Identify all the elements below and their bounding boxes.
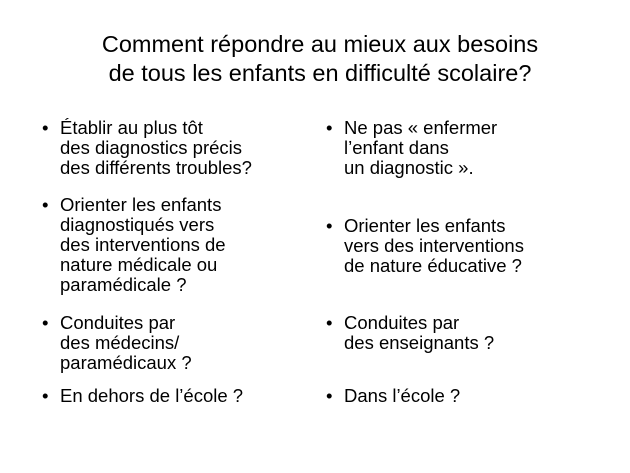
bullet-dot: • [42,117,49,138]
bullet-text-line: des interventions de [60,234,226,255]
bullet-text-line: diagnostiqués vers [60,214,215,235]
bullet-text-line: des médecins/ [60,332,180,353]
bullet-text-line: des diagnostics précis [60,137,243,158]
bullet-text [344,386,460,406]
bullet-text [60,118,252,178]
bullet-text-line: Conduites par [344,312,460,333]
bullet-dot: • [326,215,333,236]
slide-title [40,30,600,88]
bullet-dot: • [42,312,49,333]
bullet-text [60,386,243,406]
bullet-text [344,216,524,276]
bullet-text-line: de nature éducative ? [344,255,522,276]
bullet-text [60,195,226,295]
bullet-text-line: nature médicale ou [60,254,218,275]
bullet-text-line: En dehors de l’école ? [60,385,244,406]
bullet-text-line: des enseignants ? [344,332,495,353]
bullet-text-line: Dans l’école ? [344,385,461,406]
bullet-text [344,118,497,178]
bullet-text-line: Établir au plus tôt [60,117,203,138]
bullet-dot: • [326,117,333,138]
bullet-dot: • [42,385,49,406]
bullet-dot: • [326,312,333,333]
bullet-text-line: l’enfant dans [344,137,449,158]
slide-title-line-2: de tous les enfants en difficulté scolaire? [108,60,532,86]
bullet-text-line: un diagnostic ». [344,157,474,178]
bullet-text-line: paramédicaux ? [60,352,192,373]
bullet-text-line: vers des interventions [344,235,524,256]
slide-title-line-1: Comment répondre au mieux aux besoins [101,31,539,57]
bullet-text-line: Orienter les enfants [344,215,506,236]
bullet-text-line: Ne pas « enfermer [344,117,498,138]
bullet-text-line: Conduites par [60,312,176,333]
bullet-text-line: Orienter les enfants [60,194,222,215]
bullet-dot: • [326,385,333,406]
bullet-text [60,313,192,373]
bullet-text [344,313,494,353]
bullet-text-line: des différents troubles? [60,157,252,178]
bullet-dot: • [42,194,49,215]
bullet-text-line: paramédicale ? [60,274,187,295]
